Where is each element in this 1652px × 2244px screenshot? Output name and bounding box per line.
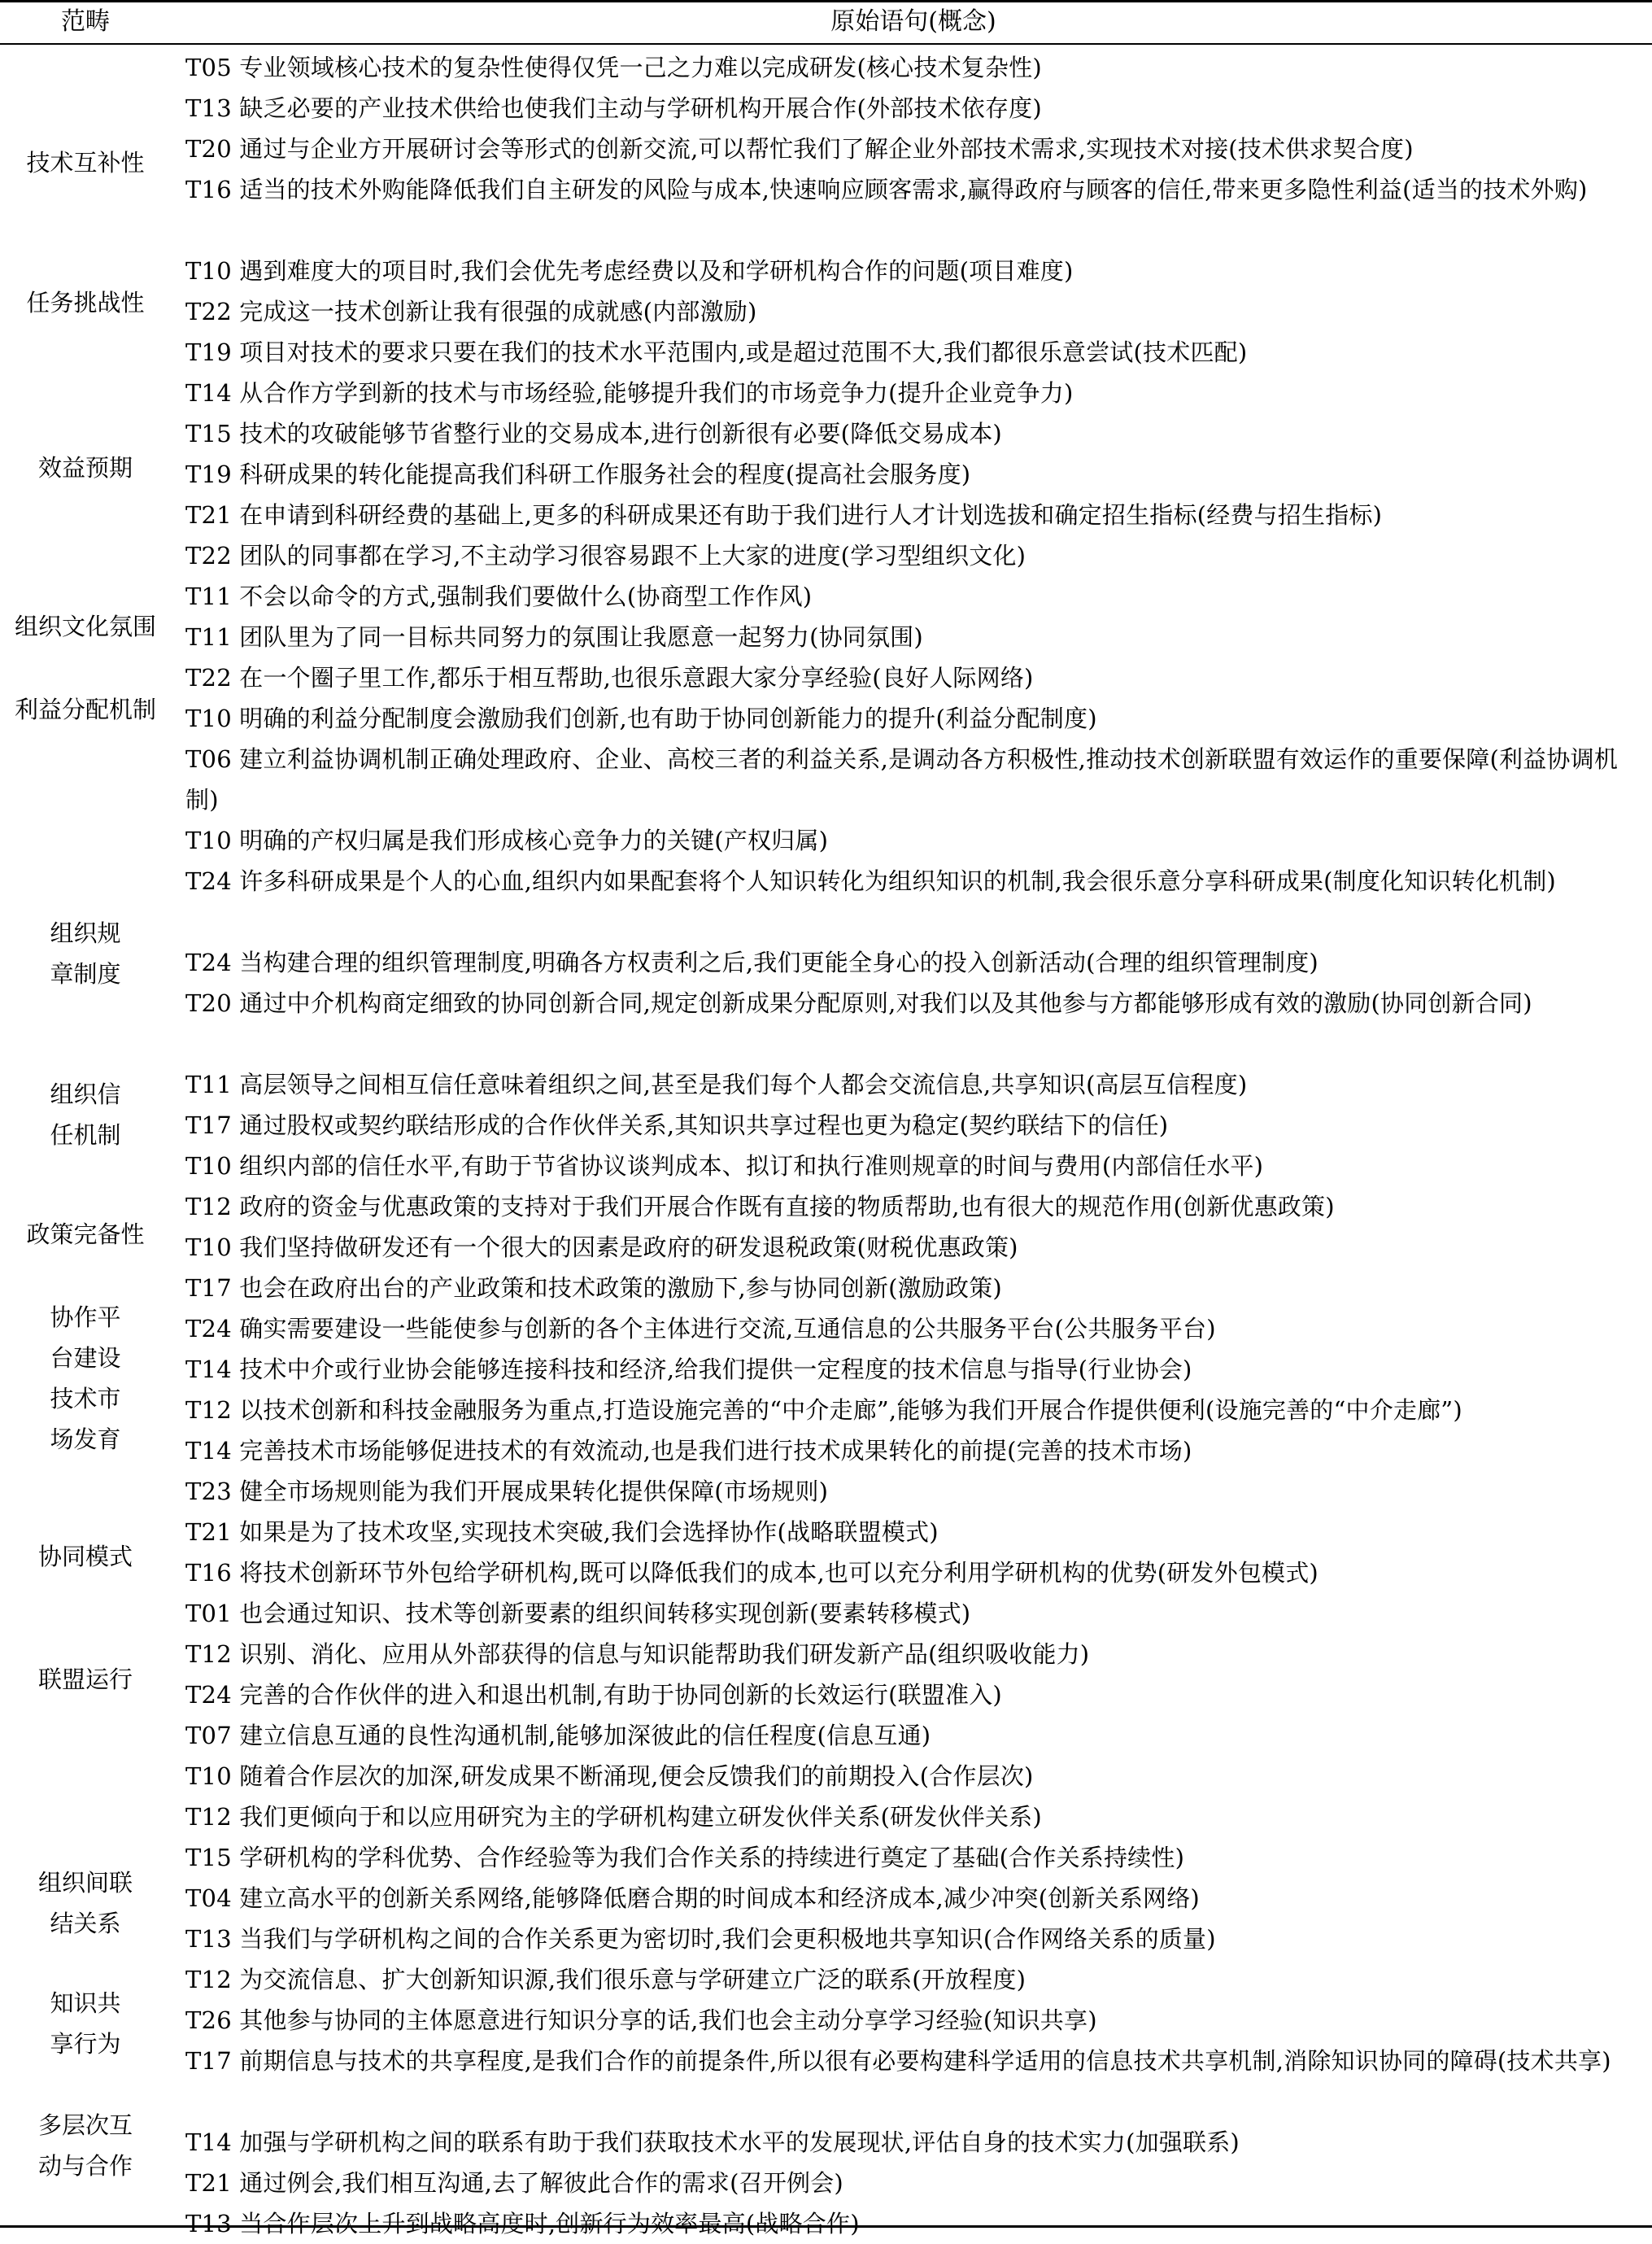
category-line: 任务挑战性 xyxy=(26,289,145,317)
table-row: T16 将技术创新环节外包给学研机构,既可以降低我们的成本,也可以充分利用学研机构的优势(研发外包模式) xyxy=(185,1559,1319,1587)
table-row: T01 也会通过知识、技术等创新要素的组织间转移实现创新(要素转移模式) xyxy=(185,1600,971,1627)
table-row: T14 技术中介或行业协会能够连接科技和经济,给我们提供一定程度的技术信息与指导(行业协会) xyxy=(185,1356,1192,1383)
table-row: T12 为交流信息、扩大创新知识源,我们很乐意与学研建立广泛的联系(开放程度) xyxy=(185,1966,1027,1993)
table-row: T07 建立信息互通的良性沟通机制,能够加深彼此的信任程度(信息互通) xyxy=(185,1722,931,1749)
table-row: T11 团队里为了同一目标共同努力的氛围让我愿意一起努力(协同氛围) xyxy=(185,623,923,651)
category-line: 组织文化氛围 xyxy=(14,613,156,640)
table-row: T20 通过与企业方开展研讨会等形式的创新交流,可以帮忙我们了解企业外部技术需求,实现技术对接(技术供求契合度) xyxy=(185,135,1414,163)
category-label xyxy=(0,606,171,647)
category-label xyxy=(0,1214,171,1255)
table-row: T10 组织内部的信任水平,有助于节省协议谈判成本、拟订和执行准则规章的时间与费用(内部信任水平) xyxy=(185,1152,1264,1180)
table-row: T20 通过中介机构商定细致的协同创新合同,规定创新成果分配原则,对我们以及其他参与方都能够形成有效的激励(协同创新合同) xyxy=(185,989,1532,1017)
category-label xyxy=(0,1983,171,2064)
table-row: T26 其他参与协同的主体愿意进行知识分享的话,我们也会主动分享学习经验(知识共享) xyxy=(185,2006,1097,2034)
table-row: T23 健全市场规则能为我们开展成果转化提供保障(市场规则) xyxy=(185,1478,829,1505)
category-line: 任机制 xyxy=(50,1121,121,1149)
category-line: 技术互补性 xyxy=(26,149,145,177)
table-row: T21 如果是为了技术攻坚,实现技术突破,我们会选择协作(战略联盟模式) xyxy=(185,1518,939,1546)
category-label xyxy=(0,1659,171,1700)
category-label xyxy=(0,282,171,323)
category-line: 享行为 xyxy=(50,2030,121,2058)
table-row: T24 当构建合理的组织管理制度,明确各方权责利之后,我们更能全身心的投入创新活动(合理的组织管理制度) xyxy=(185,949,1319,976)
table-row: T24 确实需要建设一些能使参与创新的各个主体进行交流,互通信息的公共服务平台(公共服务平台) xyxy=(185,1315,1216,1342)
table-row: T10 我们坚持做研发还有一个很大的因素是政府的研发退税政策(财税优惠政策) xyxy=(185,1233,1018,1261)
category-line: 政策完备性 xyxy=(26,1220,145,1248)
top-rule xyxy=(0,0,1652,2)
table-row: T10 明确的产权归属是我们形成核心竞争力的关键(产权归属) xyxy=(185,827,829,854)
category-line: 章制度 xyxy=(50,960,121,988)
table-row: T21 在申请到科研经费的基础上,更多的科研成果还有助于我们进行人才计划选拔和确定招生指标(经费与招生指标) xyxy=(185,501,1383,529)
category-line: 结关系 xyxy=(50,1910,121,1937)
category-line: 联盟运行 xyxy=(37,1666,133,1693)
category-label xyxy=(0,447,171,488)
table-row: T12 政府的资金与优惠政策的支持对于我们开展合作既有直接的物质帮助,也有很大的规范作用(创新优惠政策) xyxy=(185,1193,1335,1220)
table-row: T17 也会在政府出台的产业政策和技术政策的激励下,参与协同创新(激励政策) xyxy=(185,1274,1002,1302)
category-line: 协作平 xyxy=(50,1303,121,1331)
table-row: T05 专业领域核心技术的复杂性使得仅凭一己之力难以完成研发(核心技术复杂性) xyxy=(185,54,1042,81)
category-line: 知识共 xyxy=(50,1989,121,2017)
table-row: T15 技术的攻破能够节省整行业的交易成本,进行创新很有必要(降低交易成本) xyxy=(185,420,1002,447)
category-label xyxy=(0,1536,171,1577)
table-row: T14 完善技术市场能够促进技术的有效流动,也是我们进行技术成果转化的前提(完善的技术市场) xyxy=(185,1437,1192,1465)
table-row: T14 从合作方学到新的技术与市场经验,能够提升我们的市场竞争力(提升企业竞争力) xyxy=(185,379,1074,407)
table-row: T22 在一个圈子里工作,都乐于相互帮助,也很乐意跟大家分享经验(良好人际网络) xyxy=(185,664,1034,692)
table-row: T11 不会以命令的方式,强制我们要做什么(协商型工作作风) xyxy=(185,583,813,610)
table-row: T21 通过例会,我们相互沟通,去了解彼此合作的需求(召开例会) xyxy=(185,2169,843,2197)
category-label xyxy=(0,1074,171,1155)
category-line: 台建设 xyxy=(50,1344,121,1372)
table-row: T15 学研机构的学科优势、合作经验等为我们合作关系的持续进行奠定了基础(合作关系持续性) xyxy=(185,1844,1185,1871)
table-row: T16 适当的技术外购能降低我们自主研发的风险与成本,快速响应顾客需求,赢得政府与顾客的信任,带来更多隐性利益(适当的技术外购) xyxy=(185,176,1588,203)
category-label xyxy=(0,913,171,994)
category-label xyxy=(0,2105,171,2186)
category-line: 利益分配机制 xyxy=(14,696,156,723)
header-source: 原始语句(概念) xyxy=(830,7,996,36)
table-row: T24 完善的合作伙伴的进入和退出机制,有助于协同创新的长效运行(联盟准入) xyxy=(185,1681,1002,1709)
header-rule xyxy=(0,43,1652,45)
category-line: 协同模式 xyxy=(37,1543,133,1570)
category-line: 技术市 xyxy=(50,1385,121,1412)
table-row: T12 以技术创新和科技金融服务为重点,打造设施完善的“中介走廊”,能够为我们开展合作提供便利(设施完善的“中介走廊”) xyxy=(185,1396,1462,1424)
category-line: 组织规 xyxy=(50,919,121,947)
table-row: T19 科研成果的转化能提高我们科研工作服务社会的程度(提高社会服务度) xyxy=(185,461,971,488)
table-row: T22 完成这一技术创新让我有很强的成就感(内部激励) xyxy=(185,298,757,325)
table-row: T13 当我们与学研机构之间的合作关系更为密切时,我们会更积极地共享知识(合作网络关系的质量) xyxy=(185,1925,1216,1953)
table-row: T12 识别、消化、应用从外部获得的信息与知识能帮助我们研发新产品(组织吸收能力) xyxy=(185,1640,1090,1668)
header-category: 范畴 xyxy=(61,7,110,36)
category-line: 组织间联 xyxy=(37,1869,133,1897)
table-row: T24 许多科研成果是个人的心血,组织内如果配套将个人知识转化为组织知识的机制,我会很乐意分享科研成果(制度化知识转化机制) xyxy=(185,867,1556,895)
category-line: 效益预期 xyxy=(37,454,133,482)
category-label xyxy=(0,689,171,730)
table-row: T10 随着合作层次的加深,研发成果不断涌现,便会反馈我们的前期投入(合作层次) xyxy=(185,1762,1034,1790)
table-row: T12 我们更倾向于和以应用研究为主的学研机构建立研发伙伴关系(研发伙伴关系) xyxy=(185,1803,1042,1831)
table-row: T13 缺乏必要的产业技术供给也使我们主动与学研机构开展合作(外部技术依存度) xyxy=(185,94,1042,122)
table-row: T19 项目对技术的要求只要在我们的技术水平范围内,或是超过范围不大,我们都很乐意尝试(技术匹配) xyxy=(185,338,1248,366)
table-row: T13 当合作层次上升到战略高度时,创新行为效率最高(战略合作) xyxy=(185,2210,860,2237)
table-row: T14 加强与学研机构之间的联系有助于我们获取技术水平的发展现状,评估自身的技术实力(加强联系) xyxy=(185,2128,1240,2156)
category-label xyxy=(0,1862,171,1944)
table-row: T10 遇到难度大的项目时,我们会优先考虑经费以及和学研机构合作的问题(项目难度) xyxy=(185,257,1074,285)
table-row: T17 通过股权或契约联结形成的合作伙伴关系,其知识共享过程也更为稳定(契约联结下的信任) xyxy=(185,1111,1169,1139)
category-label xyxy=(0,1297,171,1460)
category-line: 场发育 xyxy=(50,1425,121,1453)
table-row: T11 高层领导之间相互信任意味着组织之间,甚至是我们每个人都会交流信息,共享知识(高层互信程度) xyxy=(185,1071,1248,1098)
table-row: T06 建立利益协调机制正确处理政府、企业、高校三者的利益关系,是调动各方积极性,推动技术创新联盟有效运作的重要保障(利益协调机制) xyxy=(185,745,1619,814)
category-label xyxy=(0,142,171,183)
table-row: T22 团队的同事都在学习,不主动学习很容易跟不上大家的进度(学习型组织文化) xyxy=(185,542,1027,570)
table-row: T10 明确的利益分配制度会激励我们创新,也有助于协同创新能力的提升(利益分配制度) xyxy=(185,705,1097,732)
category-line: 动与合作 xyxy=(37,2152,133,2180)
table-row: T17 前期信息与技术的共享程度,是我们合作的前提条件,所以很有必要构建科学适用的信息技术共享机制,消除知识协同的障碍(技术共享) xyxy=(185,2047,1611,2075)
category-line: 组织信 xyxy=(50,1081,121,1108)
category-line: 多层次互 xyxy=(37,2111,133,2139)
table-row: T04 建立高水平的创新关系网络,能够降低磨合期的时间成本和经济成本,减少冲突(创新关系网络) xyxy=(185,1884,1200,1912)
